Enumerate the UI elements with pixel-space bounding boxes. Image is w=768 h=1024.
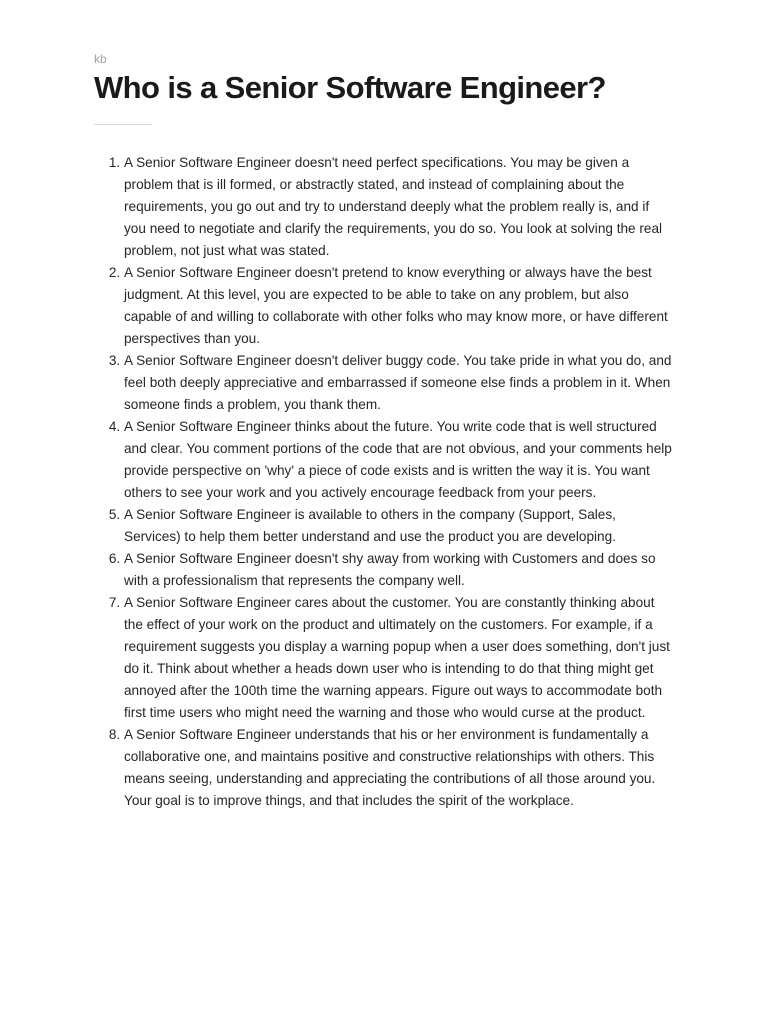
title-divider: [94, 124, 152, 125]
list-item: 7. A Senior Software Engineer cares about the customer. You are constantly thinking about the effect of your work on the product and ultimately on the customers. For example, if a requirement suggests you display a warning popup when a user does something, don't just do it. Think about whether a heads down user who is intending to do that thing might get annoyed after the 100th time the warning appears. Figure out ways to accommodate both first time users who might need the warning and those who would curse at the product.: [124, 592, 672, 724]
list-item: 2. A Senior Software Engineer doesn't pretend to know everything or always have the best judgment. At this level, you are expected to be able to take on any problem, but also capable of and willing to collaborate with other folks who may know more, or have different perspectives than you.: [124, 262, 672, 350]
list-item: 5. A Senior Software Engineer is available to others in the company (Support, Sales, Services) to help them better understand and use the product you are developing.: [124, 504, 672, 548]
list-item: 4. A Senior Software Engineer thinks about the future. You write code that is well structured and clear. You comment portions of the code that are not obvious, and your comments help provide perspective on 'why' a piece of code exists and is written the way it is. You want others to see your work and you actively encourage feedback from your peers.: [124, 416, 672, 504]
page-title: Who is a Senior Software Engineer?: [94, 70, 606, 105]
kicker-label: kb: [94, 52, 107, 66]
list-item: 3. A Senior Software Engineer doesn't deliver buggy code. You take pride in what you do, and feel both deeply appreciative and embarrassed if someone else finds a problem in it. When someone finds a problem, you thank them.: [124, 350, 672, 416]
numbered-list: [94, 152, 672, 812]
list-item: 8. A Senior Software Engineer understands that his or her environment is fundamentally a collaborative one, and maintains positive and constructive relationships with others. This means seeing, understanding and appreciating the contributions of all those around you. Your goal is to improve things, and that includes the spirit of the workplace.: [124, 724, 672, 812]
list-item: 6. A Senior Software Engineer doesn't shy away from working with Customers and does so with a professionalism that represents the company well.: [124, 548, 672, 592]
list-item: 1. A Senior Software Engineer doesn't need perfect specifications. You may be given a problem that is ill formed, or abstractly stated, and instead of complaining about the requirements, you go out and try to understand deeply what the problem really is, and if you need to negotiate and clarify the requirements, you do so. You look at solving the real problem, not just what was stated.: [124, 152, 672, 262]
